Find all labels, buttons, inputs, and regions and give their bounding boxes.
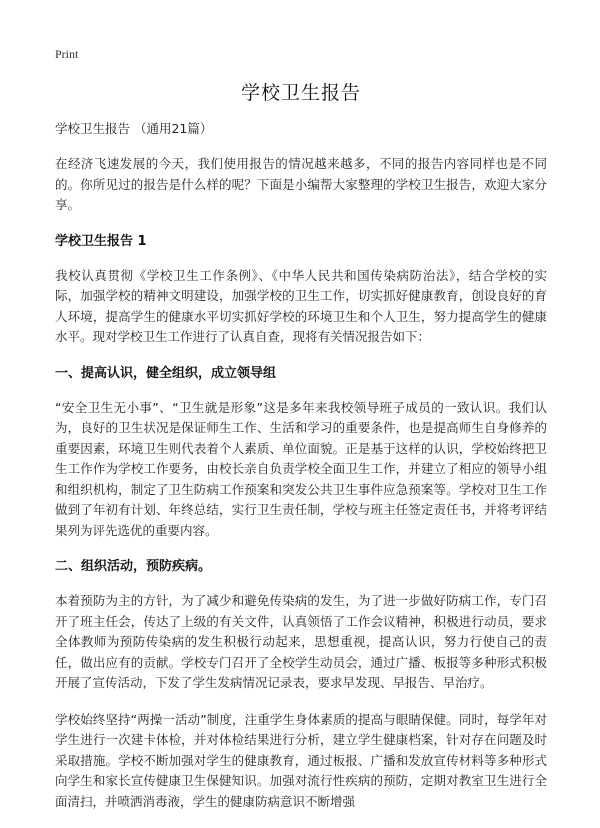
section-2-heading: 二、组织活动，预防疾病。 xyxy=(55,559,212,574)
report-1-intro-paragraph: 我校认真贯彻《学校卫生工作条例》、《中华人民共和国传染病防治法》，结合学校的实际，加强学校的精神文明建设，加强学校的卫生工作，切实抓好健康教育，创设良好的育人环境，提高学生的健康水平切实抓好学校的环境卫生和个人卫生，努力提高学生的健康水平。现对学校卫生工作进行了认真自查，现将有关情况报告如下： xyxy=(55,267,547,344)
section-2-paragraph-2: 学校始终坚持“两操一活动”制度，注重学生身体素质的提高与眼睛保健。同时，每学年对学生进行一次建卡体检，并对体检结果进行分析，建立学生健康档案，针对存在问题及时采取措施。学校不断加强对学生的健康教育，通过板报、广播和发放宣传材料等多种形式向学生和家长宣传健康卫生保健知识。加强对流行性疾病的预防，定期对教室卫生进行全面清扫，并喷洒消毒液，学生的健康防病意识不断增强 xyxy=(55,711,547,809)
section-2-paragraph: 本着预防为主的方针，为了减少和避免传染病的发生，为了进一步做好防病工作，专门召开了班主任会，传达了上级的有关文件，认真领悟了工作会议精神，积极进行动员，要求全体教师为预防传染病的发生积极行动起来，思想重视，提高认识，努力行使自己的责任，做出应有的贡献。学校专门召开了全校学生动员会，通过广播、板报等多种形式积极开展了宣传活动，下发了学生发病情况记录表，要求早发现、早报告、早治疗。 xyxy=(55,593,547,690)
intro-paragraph: 在经济飞速发展的今天，我们使用报告的情况越来越多，不同的报告内容同样也是不同的。你所见过的报告是什么样的呢？下面是小编帮大家整理的学校卫生报告，欢迎大家分享。 xyxy=(55,156,547,212)
report-1-heading: 学校卫生报告 1 xyxy=(55,233,147,249)
section-1-heading: 一、提高认识，健全组织，成立领导组 xyxy=(55,365,277,381)
document-subtitle: 学校卫生报告 （通用21篇） xyxy=(55,121,213,136)
page-title: 学校卫生报告 xyxy=(240,82,361,104)
print-link[interactable]: Print xyxy=(55,47,79,61)
section-1-paragraph: “安全卫生无小事”、“卫生就是形象”这是多年来我校领导班子成员的一致认识。我们认为，良好的卫生状况是保证师生工作、生活和学习的重要条件，也是提高师生自身修养的重要因素，环境卫生则代表着个人素质、单位面貌。正是基于这样的认识，学校始终把卫生工作作为学校工作要务，由校长亲自负责学校全面卫生工作，并建立了相应的领导小组和组织机构，制定了卫生防病工作预案和突发公共卫生事件应急预案等。学校对卫生工作做到了年初有计划、年终总结，实行卫生责任制，学校与班主任签定责任书，并将考评结果列为评先选优的重要内容。 xyxy=(55,399,547,538)
document-body xyxy=(55,80,547,828)
